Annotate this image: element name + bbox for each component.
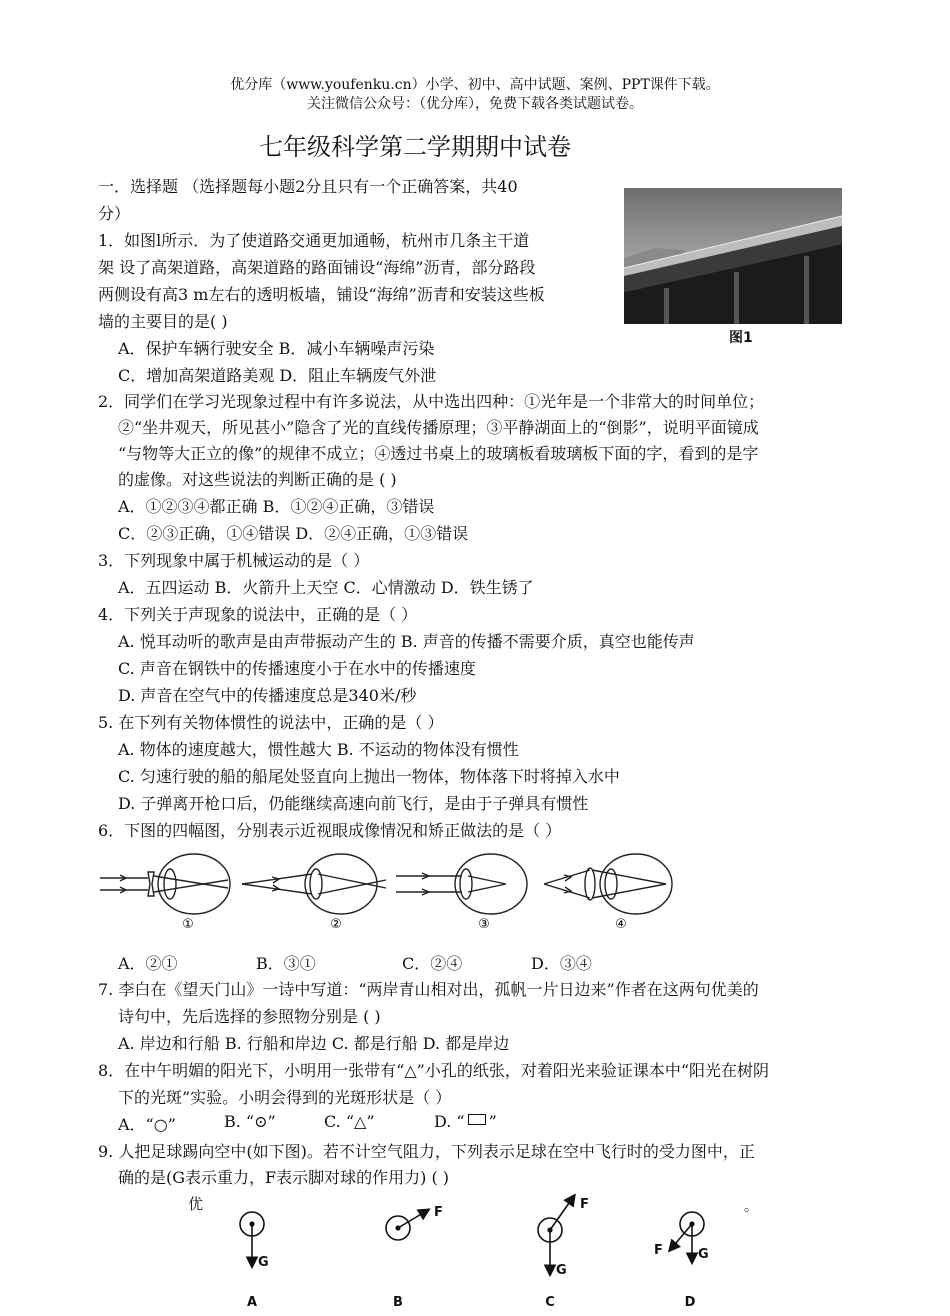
force-label-f-b: F [434, 1205, 443, 1220]
q8-option-c: C. “△” [324, 1112, 375, 1131]
eye-diagram-2 [242, 854, 386, 914]
force-label-f-d: F [654, 1243, 663, 1258]
q4-options-ab: A. 悦耳动听的歌声是由声带振动产生的 B. 声音的传播不需要介质，真空也能传声 [118, 632, 695, 651]
q8-line-2: 下的光斑”实验。小明会得到的光斑形状是（ ） [118, 1088, 452, 1107]
force-option-label-c: C [545, 1295, 555, 1310]
figure-1-bridge-photo [624, 188, 842, 324]
stray-mark: 优 [188, 1195, 204, 1213]
q5-option-d: D. 子弹离开枪口后，仍能继续高速向前飞行，是由于子弹具有惯性 [118, 794, 589, 813]
page-title: 七年级科学第二学期期中试卷 [259, 133, 571, 161]
eye-label-2: ② [330, 917, 342, 932]
force-label-g-c: G [556, 1263, 567, 1278]
site-header-line-1: 优分库（www.youfenku.cn）小学、初中、高中试题、案例、PPT课件下载。 [230, 77, 720, 93]
force-label-g-a: G [258, 1255, 269, 1270]
q8-option-d-close: ” [488, 1112, 497, 1131]
force-label-f-c: F [580, 1197, 589, 1212]
figure-1-caption: 图1 [729, 330, 753, 346]
q7-line-2: 诗句中，先后选择的参照物分别是 ( ) [118, 1007, 381, 1026]
section-heading: 一．选择题 （选择题每小题2分且只有一个正确答案，共40 [98, 177, 518, 196]
site-header-line-2: 关注微信公众号：（优分库），免费下载各类试题试卷。 [307, 96, 643, 112]
q1-options-cd: C．增加高架道路美观 D．阻止车辆废气外泄 [118, 366, 437, 385]
force-option-label-a: A [246, 1295, 258, 1310]
q6-line: 6．下图的四幅图，分别表示近视眼成像情况和矫正做法的是（ ） [98, 821, 562, 840]
q8-option-a: A．“○” [118, 1115, 176, 1134]
q7-line-1: 7. 李白在《望天门山》一诗中写道：“两岸青山相对出，孤帆一片日边来”作者在这两句优美的 [98, 980, 759, 999]
eye-diagram-1 [100, 854, 230, 914]
q6-option-b: B．③① [256, 954, 316, 973]
q9-line-1: 9. 人把足球踢向空中(如下图)。若不计空气阻力，下列表示足球在空中飞行时的受力图中，正 [98, 1142, 755, 1161]
q8-option-d [434, 1112, 497, 1131]
q8-option-d-open: D. “ [434, 1112, 465, 1131]
q2-line-4: 的虚像。对这些说法的判断正确的是 ( ) [118, 470, 397, 489]
rectangle-icon [468, 1114, 486, 1125]
q1-line-2: 架 设了高架道路，高架道路的路面铺设“海绵”沥青，部分路段 [98, 258, 536, 277]
q9-line-2: 确的是(G表示重力，F表示脚对球的作用力) ( ) [118, 1168, 450, 1187]
q8-line-1: 8．在中午明媚的阳光下，小明用一张带有“△”小孔的纸张，对着阳光来验证课本中“阳光在树阴 [98, 1061, 770, 1080]
force-diagram-b [386, 1210, 428, 1240]
q4-option-d: D. 声音在空气中的传播速度总是340米/秒 [118, 686, 417, 705]
q2-options-ab: A．①②③④都正确 B．①②④正确，③错误 [118, 497, 435, 516]
q1-options-ab: A．保护车辆行驶安全 B．减小车辆噪声污染 [118, 339, 435, 358]
q2-line-2: ②“坐井观天，所见甚小”隐含了光的直线传播原理；③平静湖面上的“倒影”，说明平面镜成 [118, 418, 759, 437]
q4-line: 4．下列关于声现象的说法中，正确的是（ ） [98, 605, 418, 624]
q3-options: A．五四运动 B．火箭升上天空 C．心情激动 D．铁生锈了 [118, 578, 534, 597]
q6-option-c: C．②④ [402, 954, 463, 973]
q6-option-a: A．②① [118, 954, 178, 973]
eye-label-3: ③ [478, 917, 490, 932]
section-heading-cont: 分） [98, 204, 131, 223]
eye-diagram-4 [544, 854, 672, 914]
q5-options-ab: A. 物体的速度越大，惯性越大 B. 不运动的物体没有惯性 [118, 740, 519, 759]
force-option-label-b: B [393, 1295, 403, 1310]
q8-option-b: B. “⊙” [224, 1112, 276, 1131]
q2-line-1: 2．同学们在学习光现象过程中有许多说法，从中选出四种：①光年是一个非常大的时间单位； [98, 392, 765, 411]
force-option-label-d: D [684, 1295, 696, 1310]
q5-option-c: C. 匀速行驶的船的船尾处竖直向上抛出一物体，物体落下时将掉入水中 [118, 767, 620, 786]
q9-force-diagrams [200, 1190, 740, 1310]
q1-line-1: 1．如图l所示．为了使道路交通更加通畅，杭州市几条主干道 [98, 231, 530, 250]
q5-line: 5. 在下列有关物体惯性的说法中，正确的是（ ） [98, 713, 444, 732]
eye-diagram-3 [396, 854, 527, 914]
q3-line: 3．下列现象中属于机械运动的是（ ） [98, 551, 370, 570]
q7-options: A. 岸边和行船 B. 行船和岸边 C. 都是行船 D. 都是岸边 [118, 1034, 510, 1053]
q2-line-3: “与物等大正立的像”的规律不成立；④透过书桌上的玻璃板看玻璃板下面的字，看到的是字 [118, 444, 759, 463]
q4-option-c: C. 声音在钢铁中的传播速度小于在水中的传播速度 [118, 659, 476, 678]
eye-label-1: ① [182, 917, 194, 932]
q1-line-4: 墙的主要目的是( ) [98, 312, 228, 331]
q2-options-cd: C．②③正确，①④错误 D．②④正确，①③错误 [118, 524, 469, 543]
force-label-g-d: G [698, 1247, 709, 1262]
stray-dot: 。 [744, 1199, 758, 1215]
q6-option-d: D．③④ [531, 954, 592, 973]
eye-label-4: ④ [615, 917, 627, 932]
q1-line-3: 两侧设有高3 m左右的透明板墙，铺设“海绵”沥青和安装这些板 [98, 285, 545, 304]
q6-eye-diagrams [96, 848, 676, 934]
